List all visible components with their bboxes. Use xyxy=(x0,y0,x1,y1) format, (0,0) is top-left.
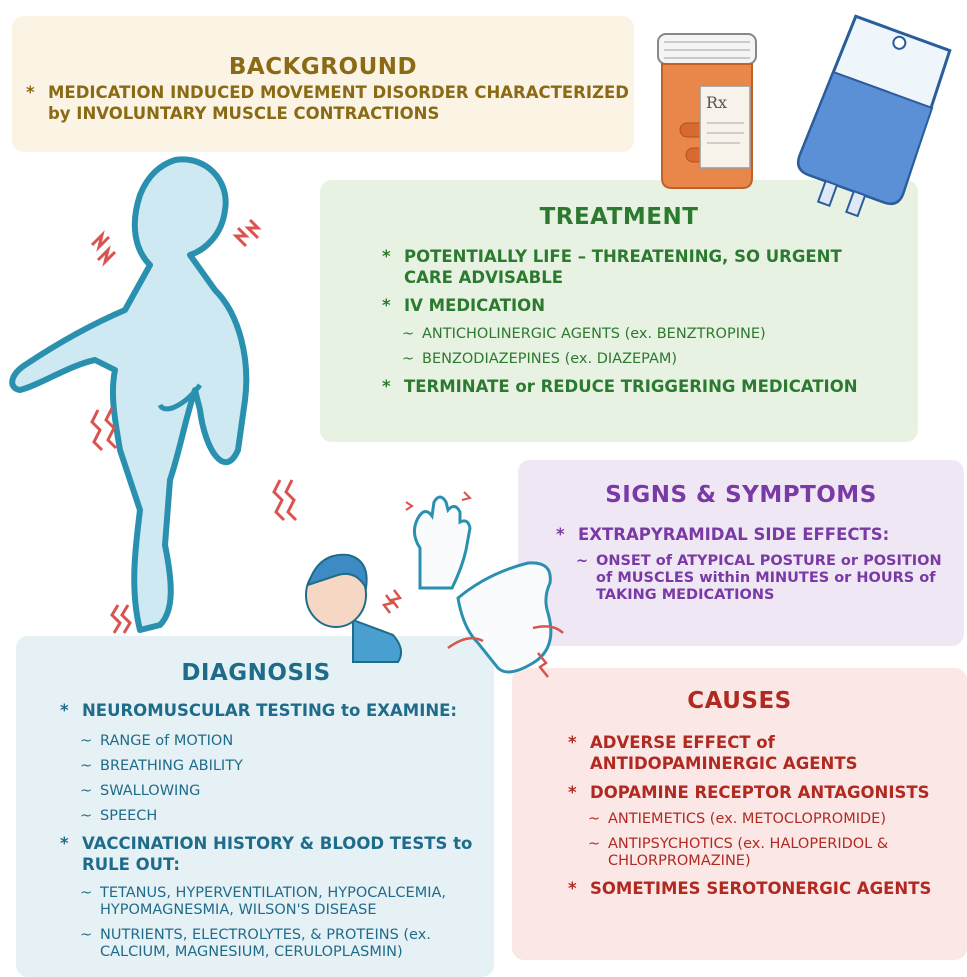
background-text: MEDICATION INDUCED MOVEMENT DISORDER CHARACTERIZED by INVOLUNTARY MUSCLE CONTRACTIONS xyxy=(48,83,629,123)
tilde-icon: ~ xyxy=(402,351,415,367)
boy-neck-tilt-illustration xyxy=(298,540,408,665)
causes-item xyxy=(568,732,948,774)
treatment-title: TREATMENT xyxy=(539,204,699,230)
tilde-icon: ~ xyxy=(402,326,415,342)
diagnosis-subitem xyxy=(80,733,480,750)
asterisk-icon: * xyxy=(382,296,391,315)
diagnosis-subitem xyxy=(80,783,480,800)
causes-card xyxy=(512,668,967,960)
figure-illustration xyxy=(0,150,310,650)
asterisk-icon: * xyxy=(60,701,69,720)
pill-bottle-illustration xyxy=(652,28,762,193)
causes-item-text: DOPAMINE RECEPTOR ANTAGONISTS xyxy=(590,783,930,802)
diagnosis-subitem-text: NUTRIENTS, ELECTROLYTES, & PROTEINS (ex. CALCIUM, MAGNESIUM, CERULOPLASMIN) xyxy=(100,927,431,960)
asterisk-icon: * xyxy=(382,247,391,266)
signs-item-text: EXTRAPYRAMIDAL SIDE EFFECTS: xyxy=(578,525,890,544)
treatment-subitem-text: BENZODIAZEPINES (ex. DIAZEPAM) xyxy=(422,351,678,367)
diagnosis-item-text: VACCINATION HISTORY & BLOOD TESTS to RULE OUT: xyxy=(82,834,473,874)
causes-subitem-text: ANTIEMETICS (ex. METOCLOPROMIDE) xyxy=(608,811,886,827)
asterisk-icon: * xyxy=(382,377,391,396)
iv-bag-illustration xyxy=(792,8,952,228)
treatment-subitem xyxy=(402,326,882,343)
asterisk-icon: * xyxy=(568,879,577,898)
diagnosis-subitem-text: SPEECH xyxy=(100,808,158,824)
asterisk-icon: * xyxy=(26,83,35,102)
signs-title: SIGNS & SYMPTOMS xyxy=(605,482,877,508)
diagnosis-subitem xyxy=(80,758,480,775)
signs-subitem-text: ONSET of ATYPICAL POSTURE or POSITION of MUSCLES within MINUTES or HOURS of TAKING MEDICATIONS xyxy=(596,553,942,603)
figure-body xyxy=(12,159,246,630)
signs-item xyxy=(556,524,946,545)
diagnosis-subitem xyxy=(80,927,480,961)
tilde-icon: ~ xyxy=(80,808,93,824)
asterisk-icon: * xyxy=(568,783,577,802)
background-title: BACKGROUND xyxy=(228,54,418,80)
diagnosis-subitem xyxy=(80,808,480,825)
rx-label: Rx xyxy=(706,93,728,112)
torso-shape xyxy=(458,563,551,672)
shirt xyxy=(353,620,401,662)
treatment-item-iv xyxy=(382,295,882,316)
tilde-icon: ~ xyxy=(80,733,93,749)
background-item xyxy=(26,82,638,124)
diagnosis-item-testing xyxy=(60,700,480,721)
causes-item xyxy=(568,878,948,899)
tilde-icon: ~ xyxy=(80,783,93,799)
causes-title: CAUSES xyxy=(687,688,792,714)
tilde-icon: ~ xyxy=(588,836,601,852)
diagnosis-item-text: NEUROMUSCULAR TESTING to EXAMINE: xyxy=(82,701,458,720)
tilde-icon: ~ xyxy=(80,885,93,901)
tilde-icon: ~ xyxy=(588,811,601,827)
signs-subitem xyxy=(576,553,946,604)
asterisk-icon: * xyxy=(568,733,577,752)
tilde-icon: ~ xyxy=(576,553,589,569)
causes-subitem-text: ANTIPSYCHOTICS (ex. HALOPERIDOL & CHLORPROMAZINE) xyxy=(608,836,889,869)
treatment-item-urgent xyxy=(382,246,882,288)
asterisk-icon: * xyxy=(60,834,69,853)
treatment-item-terminate xyxy=(382,376,882,397)
diagnosis-subitem-text: BREATHING ABILITY xyxy=(100,758,243,774)
diagnosis-subitem-text: TETANUS, HYPERVENTILATION, HYPOCALCEMIA, HYPOMAGNESMIA, WILSON'S DISEASE xyxy=(100,885,447,918)
treatment-item-text: IV MEDICATION xyxy=(404,296,546,315)
causes-item xyxy=(568,782,948,803)
treatment-subitem-text: ANTICHOLINERGIC AGENTS (ex. BENZTROPINE) xyxy=(422,326,766,342)
diagnosis-subitem-text: RANGE of MOTION xyxy=(100,733,234,749)
causes-subitem xyxy=(588,836,948,870)
diagnosis-subitem-text: SWALLOWING xyxy=(100,783,201,799)
bottle-cap xyxy=(658,34,756,64)
diagnosis-subitem xyxy=(80,885,480,919)
tilde-icon: ~ xyxy=(80,927,93,943)
signs-symptoms-card xyxy=(518,460,964,646)
treatment-item-text: POTENTIALLY LIFE – THREATENING, SO URGENT CARE ADVISABLE xyxy=(404,247,842,287)
treatment-item-text: TERMINATE or REDUCE TRIGGERING MEDICATION xyxy=(404,377,858,396)
treatment-subitem xyxy=(402,351,882,368)
torso-twist-illustration xyxy=(438,553,578,688)
diagnosis-title: DIAGNOSIS xyxy=(181,660,331,686)
diagnosis-item-tests xyxy=(60,833,480,875)
background-card xyxy=(12,16,634,152)
causes-item-text: SOMETIMES SEROTONERGIC AGENTS xyxy=(590,879,932,898)
asterisk-icon: * xyxy=(556,525,565,544)
causes-item-text: ADVERSE EFFECT of ANTIDOPAMINERGIC AGENTS xyxy=(590,733,858,773)
tilde-icon: ~ xyxy=(80,758,93,774)
causes-subitem xyxy=(588,811,948,828)
diagnosis-card xyxy=(16,636,494,977)
